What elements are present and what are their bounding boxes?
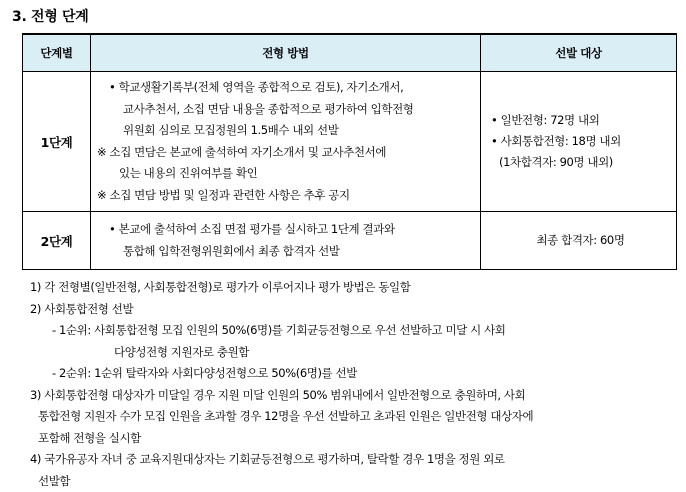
section-title: 3. 전형 단계 [12,6,89,26]
footnote-item: 선발함 [22,471,676,492]
footnotes [22,277,676,492]
target-line: 최종 합격자: 60명 [491,230,670,251]
target-line: • 사회통합전형: 18명 내외 [491,131,670,152]
footnote-item: 2) 사회통합전형 선발 [22,299,676,321]
method-line: • 본교에 출석하여 소집 면접 평가를 실시하고 1단계 결과와 [97,219,474,241]
method-cell [91,72,481,212]
selection-stages-table [22,33,677,270]
method-cell [91,212,481,270]
table-header-row [23,34,677,72]
footnote-subitem: - 2순위: 1순위 탈락자와 사회다양성전형으로 50%(6명)를 선발 [22,363,676,385]
stage-cell: 2단계 [23,212,91,270]
header-stage: 단계별 [23,34,91,72]
table-row [23,212,677,270]
footnote-item: 4) 국가유공자 자녀 중 교육지원대상자는 기회균등전형으로 평가하며, 탈락할 경우 1명을 정원 외로 [22,449,676,471]
header-target: 선발 대상 [481,34,677,72]
header-method: 전형 방법 [91,34,481,72]
footnote-item: 통합전형 지원자 수가 모집 인원을 초과할 경우 12명을 우선 선발하고 초과된 인원은 일반전형 대상자에 [22,406,676,428]
method-note: 있는 내용의 진위여부를 확인 [97,163,474,185]
method-note: ※ 소집 면담은 본교에 출석하여 자기소개서 및 교사추천서에 [97,142,474,164]
method-line: 위원회 심의로 모집정원의 1.5배수 내외 선발 [97,120,474,142]
method-line: 교사추천서, 소집 면담 내용을 종합적으로 평가하여 입학전형 [97,99,474,121]
target-cell [481,212,677,270]
footnote-subitem: 다양성전형 지원자로 충원함 [22,342,676,364]
footnote-subitem: - 1순위: 사회통합전형 모집 인원의 50%(6명)를 기회균등전형으로 우선 선발하고 미달 시 사회 [22,320,676,342]
footnote-item: 포함해 전형을 실시함 [22,428,676,450]
method-line: • 학교생활기록부(전체 영역을 종합적으로 검토), 자기소개서, [97,77,474,99]
footnote-item: 1) 각 전형별(일반전형, 사회통합전형)로 평가가 이루어지나 평가 방법은 동일함 [22,277,676,299]
stage-cell: 1단계 [23,72,91,212]
method-line: 통합해 입학전형위원회에서 최종 합격자 선발 [97,241,474,263]
target-line: • 일반전형: 72명 내외 [491,110,670,131]
target-line: (1차합격자: 90명 내외) [491,152,670,173]
method-note: ※ 소집 면담 방법 및 일정과 관련한 사항은 추후 공지 [97,185,474,207]
table-row [23,72,677,212]
footnote-item: 3) 사회통합전형 대상자가 미달일 경우 지원 미달 인원의 50% 범위내에서 일반전형으로 충원하며, 사회 [22,385,676,407]
target-cell [481,72,677,212]
